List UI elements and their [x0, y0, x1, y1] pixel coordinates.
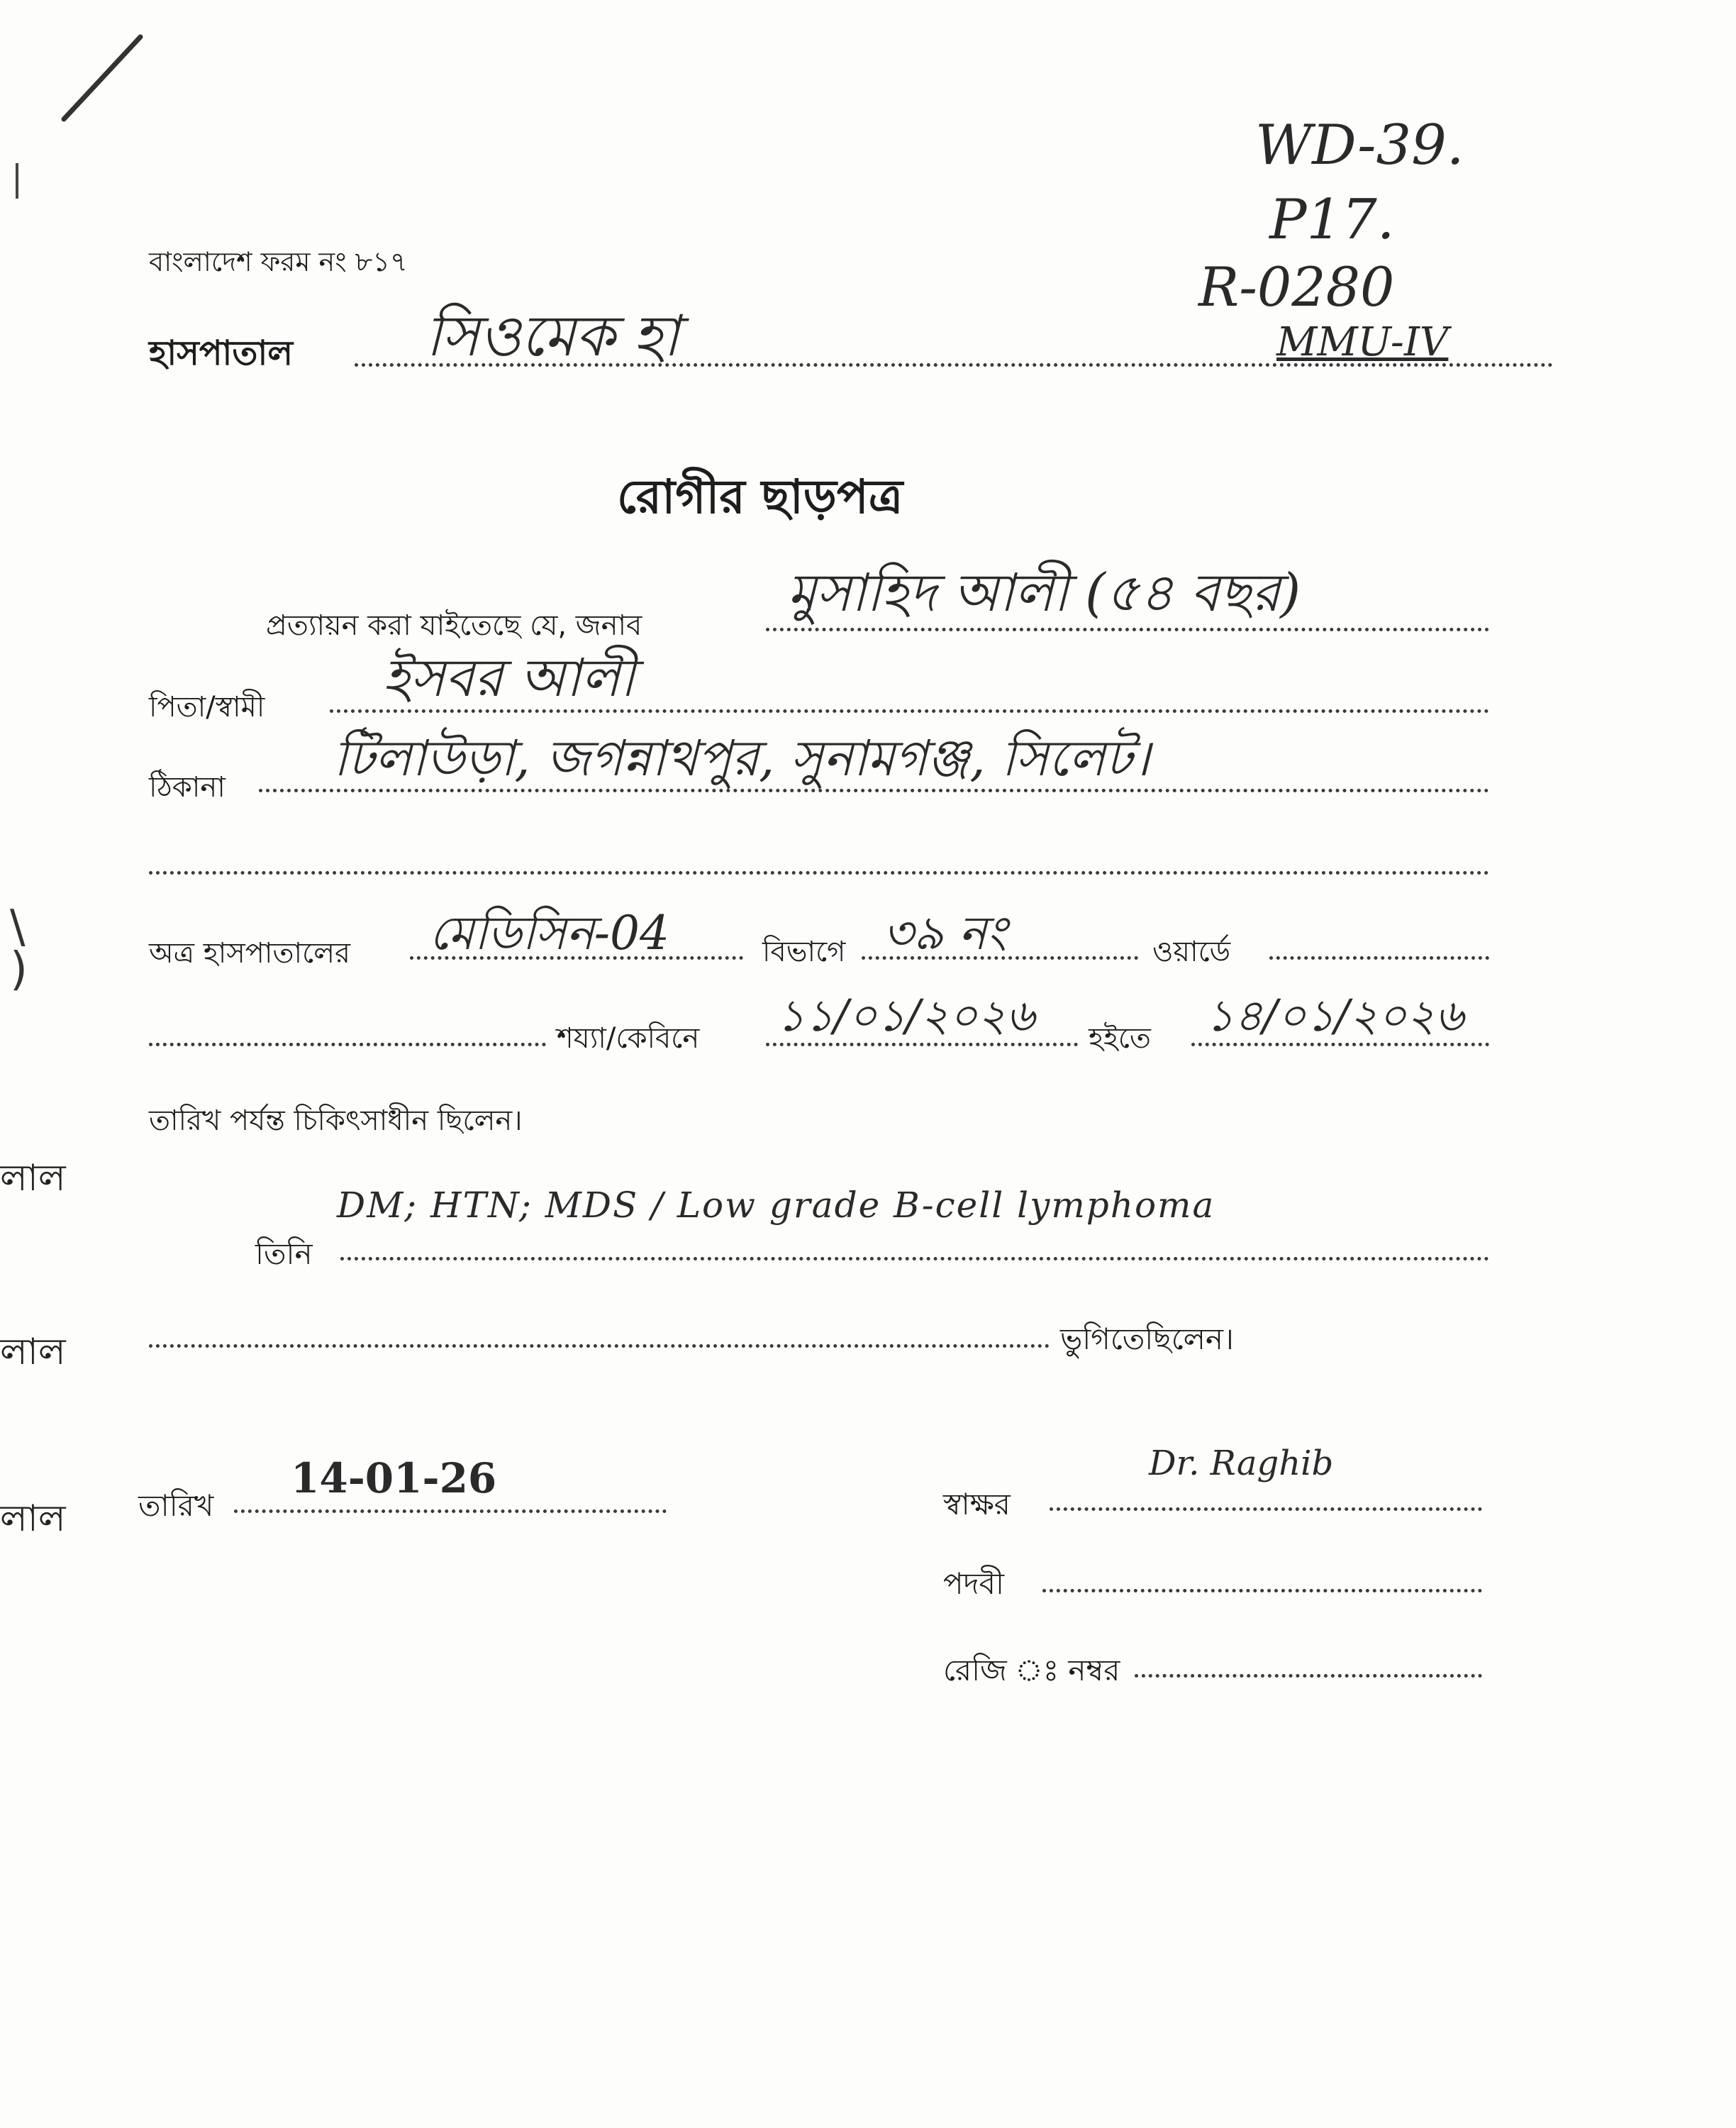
bed-label: শয্যা/কেবিনে — [557, 1022, 700, 1055]
designation-label: পদবী — [943, 1566, 1004, 1601]
bed-dotted-line — [149, 1043, 546, 1046]
left-edge-paren: ) — [10, 943, 28, 996]
date-value: 14-01-26 — [291, 1454, 497, 1502]
ref-ward: WD-39. — [1255, 113, 1464, 177]
signature-value: Dr. Raghib — [1149, 1443, 1334, 1483]
margin-mark-2: লাল — [0, 1331, 66, 1373]
left-edge-tick — [16, 163, 18, 199]
date-label: তারিখ — [138, 1488, 214, 1523]
designation-dotted-line — [1042, 1589, 1482, 1592]
left-edge-bracket: \ — [10, 901, 26, 953]
address-label: ঠিকানা — [149, 771, 226, 804]
date-dotted-line — [234, 1509, 667, 1513]
hospital-label: হাসপাতাল — [149, 333, 294, 373]
ward-value: ৩৯ নং — [883, 906, 1007, 960]
certify-label: প্রত্যায়ন করা যাইতেছে যে, জনাব — [266, 609, 642, 642]
suffered-dotted-line — [149, 1344, 1050, 1348]
reg-dotted-line — [1135, 1674, 1482, 1678]
diagnosis-dotted-line — [340, 1257, 1489, 1260]
from-date: ১১/০১/২০২৬ — [777, 990, 1035, 1041]
hospital-dept-label: অত্র হাসপাতালের — [149, 937, 351, 970]
page-title: রোগীর ছাড়পত্র — [617, 470, 903, 524]
suffered-label: ভুগিতেছিলেন। — [1060, 1321, 1234, 1356]
ref-r: R-0280 — [1198, 255, 1395, 318]
pen-stroke-mark — [57, 28, 156, 128]
ref-unit: MMU-IV — [1276, 319, 1449, 365]
father-label: পিতা/স্বামী — [149, 691, 265, 724]
reg-label: রেজি ঃ নম্বর — [943, 1653, 1120, 1688]
ward-end-dotted-line — [1269, 956, 1489, 960]
patient-name: মুসাহিদ আলী (৫৪ বছর) — [787, 563, 1301, 624]
hospital-value: সিওমেক হা — [425, 303, 679, 369]
margin-mark-3: লাল — [0, 1497, 66, 1540]
signature-label: স্বাক্ষর — [943, 1487, 1011, 1522]
department-label: বিভাগে — [762, 936, 846, 968]
diagnosis-value: DM; HTN; MDS / Low grade B-cell lymphoma — [337, 1185, 1215, 1226]
father-value: ইসবর আলী — [383, 648, 635, 709]
address-value: টিলাউড়া, জগন্নাথপুর, সুনামগঞ্জ, সিলেট। — [333, 729, 1150, 787]
treatment-line: তারিখ পর্যন্ত চিকিৎসাধীন ছিলেন। — [149, 1104, 523, 1137]
form-number: বাংলাদেশ ফরম নং ৮১৭ — [149, 246, 408, 277]
margin-mark-1: লাল — [0, 1157, 66, 1199]
signature-dotted-line — [1050, 1507, 1482, 1511]
address-second-dotted-line — [149, 871, 1489, 875]
to-date: ১৪/০১/২০২৬ — [1206, 990, 1464, 1041]
from-label: হইতে — [1089, 1022, 1151, 1055]
department-value: মেডিসিন-04 — [429, 906, 670, 960]
ref-p: P17. — [1269, 188, 1395, 252]
he-label: তিনি — [255, 1236, 313, 1271]
ward-label: ওয়ার্ডে — [1152, 936, 1231, 968]
